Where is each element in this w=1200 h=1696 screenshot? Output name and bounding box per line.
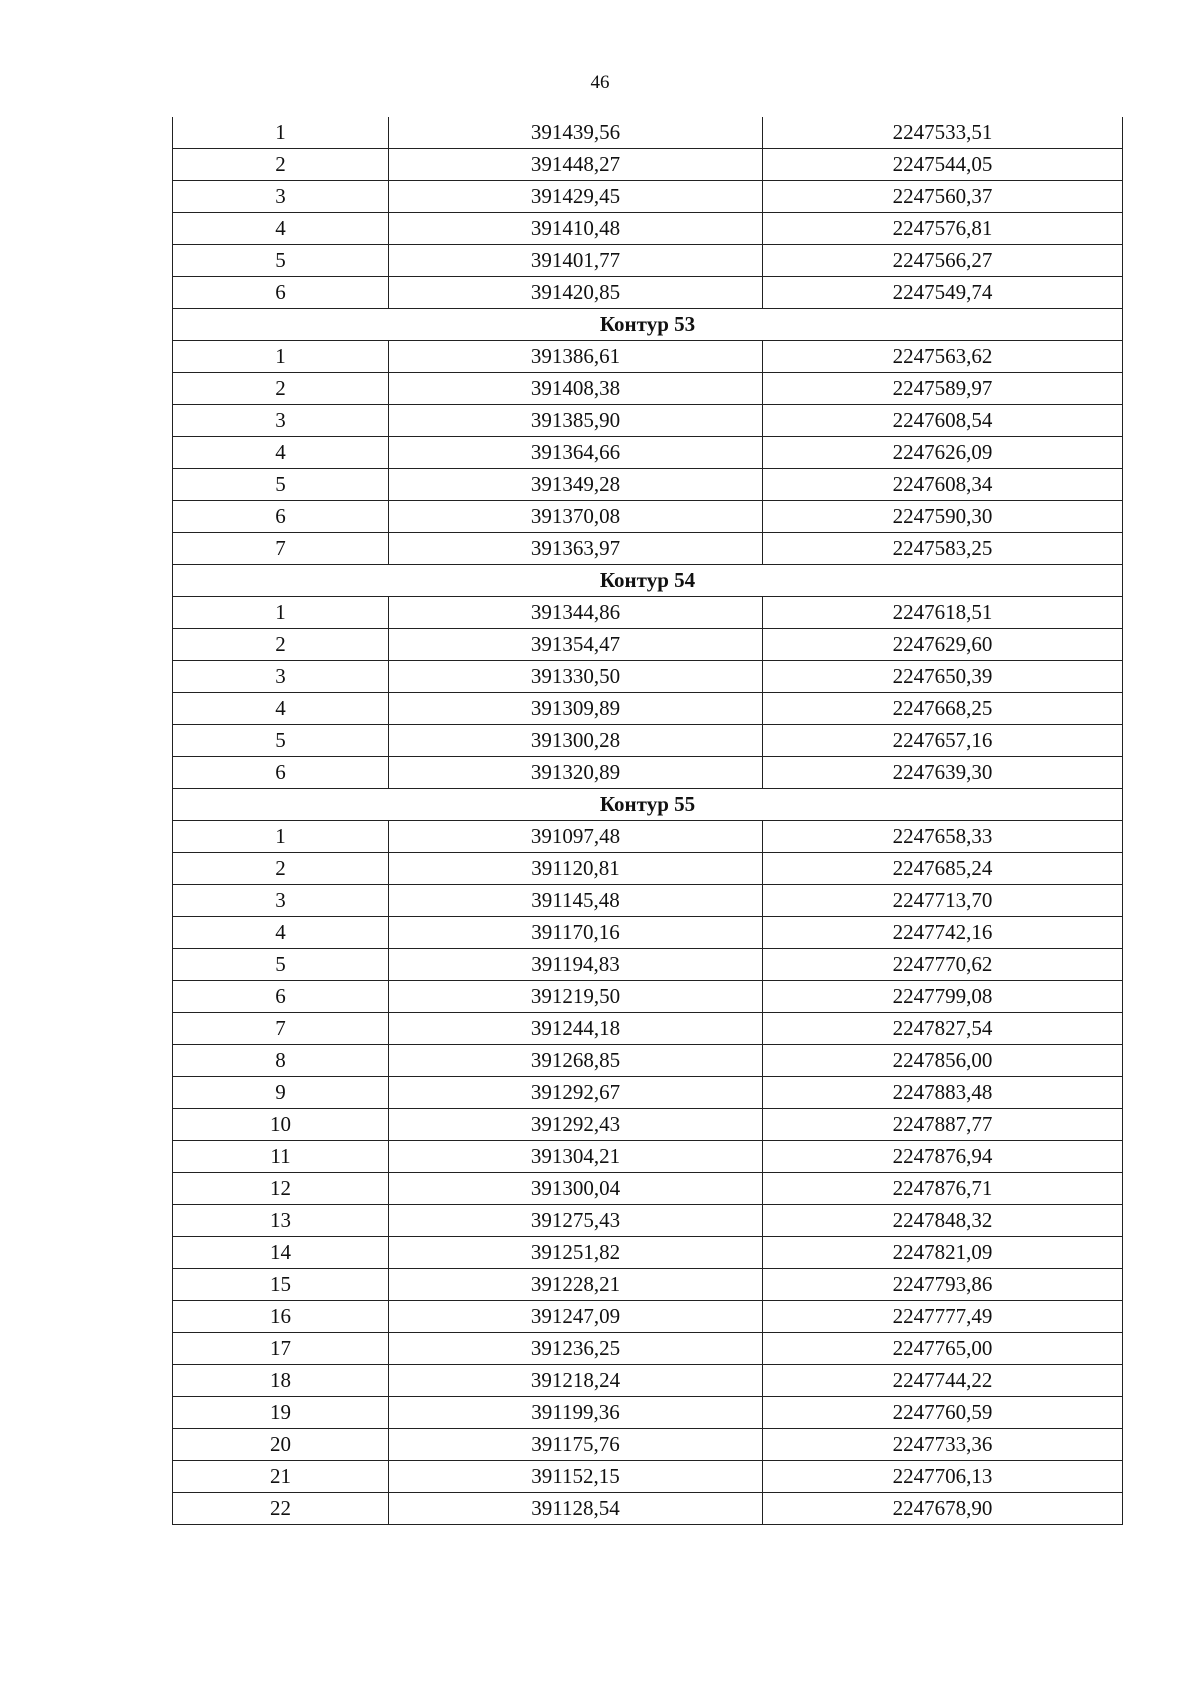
y-coordinate-cell: 2247883,48 [763,1077,1123,1109]
y-coordinate-cell: 2247626,09 [763,437,1123,469]
table-row [173,853,1123,885]
x-coordinate-cell: 391363,97 [389,533,763,565]
x-coordinate-cell: 391244,18 [389,1013,763,1045]
y-coordinate-cell: 2247533,51 [763,117,1123,149]
table-row [173,1205,1123,1237]
point-number-cell: 13 [173,1205,389,1237]
table-row [173,917,1123,949]
point-number-cell: 17 [173,1333,389,1365]
table-row [173,1109,1123,1141]
x-coordinate-cell: 391218,24 [389,1365,763,1397]
y-coordinate-cell: 2247608,34 [763,469,1123,501]
table-row [173,1141,1123,1173]
point-number-cell: 4 [173,693,389,725]
x-coordinate-cell: 391199,36 [389,1397,763,1429]
table-row [173,245,1123,277]
x-coordinate-cell: 391300,28 [389,725,763,757]
point-number-cell: 15 [173,1269,389,1301]
x-coordinate-cell: 391300,04 [389,1173,763,1205]
x-coordinate-cell: 391304,21 [389,1141,763,1173]
table-row [173,1045,1123,1077]
point-number-cell: 6 [173,277,389,309]
x-coordinate-cell: 391429,45 [389,181,763,213]
y-coordinate-cell: 2247856,00 [763,1045,1123,1077]
table-row [173,597,1123,629]
contour-title: Контур 55 [173,789,1123,821]
y-coordinate-cell: 2247608,54 [763,405,1123,437]
table-row [173,1493,1123,1525]
table-row [173,181,1123,213]
table-row [173,533,1123,565]
y-coordinate-cell: 2247650,39 [763,661,1123,693]
table-row [173,1461,1123,1493]
table-row [173,1173,1123,1205]
point-number-cell: 7 [173,1013,389,1045]
x-coordinate-cell: 391364,66 [389,437,763,469]
y-coordinate-cell: 2247544,05 [763,149,1123,181]
y-coordinate-cell: 2247658,33 [763,821,1123,853]
table-row [173,213,1123,245]
x-coordinate-cell: 391349,28 [389,469,763,501]
table-row [173,341,1123,373]
x-coordinate-cell: 391309,89 [389,693,763,725]
x-coordinate-cell: 391236,25 [389,1333,763,1365]
coordinates-table [172,117,1123,1525]
y-coordinate-cell: 2247742,16 [763,917,1123,949]
contour-header-row [173,565,1123,597]
x-coordinate-cell: 391268,85 [389,1045,763,1077]
x-coordinate-cell: 391275,43 [389,1205,763,1237]
x-coordinate-cell: 391386,61 [389,341,763,373]
point-number-cell: 1 [173,597,389,629]
y-coordinate-cell: 2247793,86 [763,1269,1123,1301]
point-number-cell: 10 [173,1109,389,1141]
point-number-cell: 5 [173,469,389,501]
y-coordinate-cell: 2247733,36 [763,1429,1123,1461]
table-row [173,1237,1123,1269]
y-coordinate-cell: 2247887,77 [763,1109,1123,1141]
table-row [173,1301,1123,1333]
table-row [173,1365,1123,1397]
y-coordinate-cell: 2247576,81 [763,213,1123,245]
table-row [173,949,1123,981]
y-coordinate-cell: 2247560,37 [763,181,1123,213]
point-number-cell: 3 [173,885,389,917]
table-row [173,1333,1123,1365]
point-number-cell: 11 [173,1141,389,1173]
point-number-cell: 7 [173,533,389,565]
point-number-cell: 4 [173,917,389,949]
contour-title: Контур 54 [173,565,1123,597]
contour-header-row [173,789,1123,821]
point-number-cell: 6 [173,757,389,789]
x-coordinate-cell: 391251,82 [389,1237,763,1269]
point-number-cell: 3 [173,405,389,437]
x-coordinate-cell: 391344,86 [389,597,763,629]
table-row [173,277,1123,309]
contour-title: Контур 53 [173,309,1123,341]
y-coordinate-cell: 2247706,13 [763,1461,1123,1493]
coordinates-table-body [173,117,1123,1525]
table-row [173,405,1123,437]
y-coordinate-cell: 2247583,25 [763,533,1123,565]
point-number-cell: 1 [173,341,389,373]
table-row [173,373,1123,405]
point-number-cell: 6 [173,981,389,1013]
contour-header-row [173,309,1123,341]
point-number-cell: 2 [173,629,389,661]
point-number-cell: 21 [173,1461,389,1493]
y-coordinate-cell: 2247848,32 [763,1205,1123,1237]
y-coordinate-cell: 2247629,60 [763,629,1123,661]
y-coordinate-cell: 2247821,09 [763,1237,1123,1269]
x-coordinate-cell: 391292,67 [389,1077,763,1109]
x-coordinate-cell: 391448,27 [389,149,763,181]
y-coordinate-cell: 2247765,00 [763,1333,1123,1365]
table-row [173,981,1123,1013]
y-coordinate-cell: 2247827,54 [763,1013,1123,1045]
table-row [173,1429,1123,1461]
x-coordinate-cell: 391401,77 [389,245,763,277]
x-coordinate-cell: 391385,90 [389,405,763,437]
y-coordinate-cell: 2247777,49 [763,1301,1123,1333]
x-coordinate-cell: 391370,08 [389,501,763,533]
x-coordinate-cell: 391330,50 [389,661,763,693]
point-number-cell: 3 [173,661,389,693]
table-row [173,821,1123,853]
x-coordinate-cell: 391128,54 [389,1493,763,1525]
x-coordinate-cell: 391194,83 [389,949,763,981]
y-coordinate-cell: 2247770,62 [763,949,1123,981]
y-coordinate-cell: 2247618,51 [763,597,1123,629]
point-number-cell: 1 [173,821,389,853]
point-number-cell: 3 [173,181,389,213]
y-coordinate-cell: 2247549,74 [763,277,1123,309]
point-number-cell: 8 [173,1045,389,1077]
point-number-cell: 16 [173,1301,389,1333]
y-coordinate-cell: 2247760,59 [763,1397,1123,1429]
table-row [173,437,1123,469]
point-number-cell: 5 [173,949,389,981]
point-number-cell: 1 [173,117,389,149]
point-number-cell: 6 [173,501,389,533]
page-number: 46 [590,72,610,93]
point-number-cell: 2 [173,373,389,405]
x-coordinate-cell: 391219,50 [389,981,763,1013]
point-number-cell: 18 [173,1365,389,1397]
x-coordinate-cell: 391354,47 [389,629,763,661]
table-row [173,629,1123,661]
x-coordinate-cell: 391228,21 [389,1269,763,1301]
point-number-cell: 2 [173,853,389,885]
point-number-cell: 4 [173,437,389,469]
table-row [173,1077,1123,1109]
y-coordinate-cell: 2247876,71 [763,1173,1123,1205]
table-row [173,469,1123,501]
point-number-cell: 5 [173,245,389,277]
y-coordinate-cell: 2247876,94 [763,1141,1123,1173]
table-row [173,1269,1123,1301]
y-coordinate-cell: 2247590,30 [763,501,1123,533]
y-coordinate-cell: 2247589,97 [763,373,1123,405]
table-row [173,1397,1123,1429]
y-coordinate-cell: 2247639,30 [763,757,1123,789]
y-coordinate-cell: 2247563,62 [763,341,1123,373]
x-coordinate-cell: 391120,81 [389,853,763,885]
table-row [173,757,1123,789]
table-row [173,117,1123,149]
x-coordinate-cell: 391247,09 [389,1301,763,1333]
x-coordinate-cell: 391420,85 [389,277,763,309]
y-coordinate-cell: 2247657,16 [763,725,1123,757]
x-coordinate-cell: 391170,16 [389,917,763,949]
point-number-cell: 12 [173,1173,389,1205]
point-number-cell: 4 [173,213,389,245]
y-coordinate-cell: 2247744,22 [763,1365,1123,1397]
y-coordinate-cell: 2247713,70 [763,885,1123,917]
table-row [173,725,1123,757]
table-row [173,1013,1123,1045]
y-coordinate-cell: 2247799,08 [763,981,1123,1013]
table-row [173,149,1123,181]
x-coordinate-cell: 391408,38 [389,373,763,405]
x-coordinate-cell: 391097,48 [389,821,763,853]
point-number-cell: 9 [173,1077,389,1109]
point-number-cell: 5 [173,725,389,757]
point-number-cell: 20 [173,1429,389,1461]
x-coordinate-cell: 391175,76 [389,1429,763,1461]
x-coordinate-cell: 391320,89 [389,757,763,789]
table-row [173,501,1123,533]
table-row [173,693,1123,725]
x-coordinate-cell: 391439,56 [389,117,763,149]
y-coordinate-cell: 2247685,24 [763,853,1123,885]
table-row [173,661,1123,693]
point-number-cell: 22 [173,1493,389,1525]
point-number-cell: 14 [173,1237,389,1269]
x-coordinate-cell: 391152,15 [389,1461,763,1493]
y-coordinate-cell: 2247566,27 [763,245,1123,277]
point-number-cell: 19 [173,1397,389,1429]
y-coordinate-cell: 2247678,90 [763,1493,1123,1525]
y-coordinate-cell: 2247668,25 [763,693,1123,725]
x-coordinate-cell: 391145,48 [389,885,763,917]
x-coordinate-cell: 391292,43 [389,1109,763,1141]
table-row [173,885,1123,917]
point-number-cell: 2 [173,149,389,181]
x-coordinate-cell: 391410,48 [389,213,763,245]
